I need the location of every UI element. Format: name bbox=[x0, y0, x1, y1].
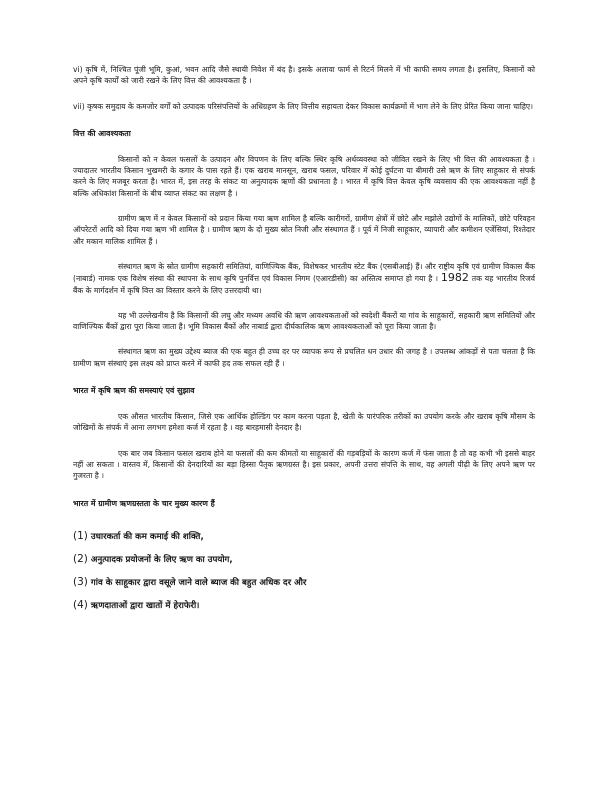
reasons-list bbox=[73, 530, 535, 612]
paragraph-problems-2: एक बार जब किसान फसल खराब होने या फसलों की कम कीमतों या साहूकारों की गड़बड़ियों के कारण कर्ज में फंस जाता है तो वह कभी भी इससे बाहर नहीं आ सकता । वास्तव में, किसानों की देनदारियों का बड़ा हिस्सा पैतृक ऋणग्रस्त है। इस प्रकार, अपनी उत्तरा संपत्ति के साथ, वह अगली पीढ़ी के लिए अपने ऋण पर गुजरता है । bbox=[73, 448, 535, 481]
year-1982: 1982 bbox=[440, 271, 469, 285]
heading-problems: भारत में कृषि ऋण की समस्याएं एवं सुझाव bbox=[73, 386, 195, 396]
list-item-number: (3) bbox=[73, 575, 88, 588]
paragraph-finance-4: यह भी उल्लेखनीय है कि किसानों की लघु और मध्यम अवधि की ऋण आवश्यकताओं को स्वदेशी बैंकरों या गांव के साहूकारों, सहकारी ऋण समितियों और वाणिज्यिक बैंकों द्वारा पूरा किया जाता है। भूमि विकास बैंकों और नाबार्ड द्वारा दीर्घकालिक ऋण आवश्यकताओं को पूरा किया जाता है। bbox=[73, 310, 535, 332]
list-item bbox=[73, 599, 535, 612]
list-item bbox=[73, 576, 535, 589]
paragraph-problems-1: एक औसत भारतीय किसान, जिसे एक आर्थिक होल्डिंग पर काम करना पड़ता है, खेती के पारंपरिक तरीकों का उपयोग करके और खराब कृषि मौसम के जोखिमों के संपर्क में आना लगभग हमेशा कर्ज में रहता है । वह बारहमासी देनदार है। bbox=[73, 412, 535, 433]
heading-finance-need: वित्त की आवश्यकता bbox=[73, 128, 131, 138]
list-item-text: गांव के साहूकार द्वारा वसूले जाने वाले ब्याज की बहुत अधिक दर और bbox=[90, 577, 307, 588]
paragraph-finance-3 bbox=[73, 261, 535, 296]
paragraph-finance-2: ग्रामीण ऋण में न केवल किसानों को प्रदान किया गया ऋण शामिल है बल्कि कारीगरों, ग्रामीण क्षेत्रों में छोटे और मझोले उद्योगों के मालिकों, छोटे परिवहन ऑपरेटरों आदि को दिया गया ऋण भी शामिल है । ग्रामीण ऋण के दो मुख्य स्रोत निजी और संस्थागत हैं । पूर्व में निजी साहूकार, व्यापारी और कमीशन एजेंसियां, रिश्तेदार और मकान मालिक शामिल हैं । bbox=[73, 214, 535, 246]
paragraph-finance-1: किसानों को न केवल फसलों के उत्पादन और विपणन के लिए बल्कि स्थिर कृषि अर्थव्यवस्था को जीवित रखने के लिए भी वित्त की आवश्यकता है । ज्यादातर भारतीय किसान भुखमरी के कगार के पास रहते हैं। एक खराब मानसून, खराब फसल, परिवार में कोई दुर्घटना या बीमारी उसे ऋण के लिए साहूकार से संपर्क करने के लिए मजबूर करता है। भारत में, इस तरह के संकट या अनुत्पादक ऋणों की प्रधानता है । भारत में कृषि वित्त केवल कृषि व्यवसाय की एक आवश्यकता नहीं है बल्कि अधिकांश किसानों के बीच व्याप्त संकट का लक्षण है । bbox=[73, 154, 535, 198]
document-page bbox=[73, 64, 535, 622]
paragraph-vi: vi) कृषि में, निश्चित पूंजी भूमि, कुआं, भवन आदि जैसे स्थायी निवेश में बंद है। इसके अलावा फार्म से रिटर्न मिलने में भी काफी समय लगता है। इसलिए, किसानों को अपने कृषि कार्यों को जारी रखने के लिए वित्त की आवश्यकता है । bbox=[73, 65, 535, 86]
paragraph-vii: vii) कृषक समुदाय के कमजोर वर्गों को उत्पादक परिसंपत्तियों के अधिग्रहण के लिए वित्तीय सहायता देकर विकास कार्यक्रमों में भाग लेने के लिए प्रेरित किया जाना चाहिए। bbox=[73, 101, 533, 111]
list-item-text: उधारकर्ता की कम कमाई की शक्ति, bbox=[90, 531, 204, 542]
paragraph-finance-3-part-a: संस्थागत ऋण के स्रोत ग्रामीण सहकारी समितियां, वाणिज्यिक बैंक, विशेषकर भारतीय स्टेट बैंक (एसबीआई) हैं। और राष्ट्रीय कृषि एवं ग्रामीण विकास बैंक (नाबार्ड) नामक एक विशेष संस्था की स्थापना के साथ कृषि पुनर्वित्त एवं विकास निगम (एआरडीसी) का अस्तित्व समाप्त हो गया है । bbox=[73, 261, 535, 284]
list-item-number: (2) bbox=[73, 552, 88, 565]
list-item bbox=[73, 553, 535, 566]
list-item-number: (4) bbox=[73, 598, 88, 611]
list-item-text: ऋणदाताओं द्वारा खातों में हेराफेरी। bbox=[90, 600, 200, 611]
list-item-number: (1) bbox=[73, 529, 88, 542]
heading-reasons: भारत में ग्रामीण ऋणग्रस्तता के चार मुख्य कारण हैं bbox=[73, 498, 215, 508]
list-item bbox=[73, 530, 535, 543]
paragraph-finance-5: संस्थागत ऋण का मुख्य उद्देश्य ब्याज की एक बहुत ही उच्च दर पर व्यापक रूप से प्रचलित धन उधार की जगह है । उपलब्ध आंकड़ों से पता चलता है कि ग्रामीण ऋण संस्थाएं इस लक्ष्य को प्राप्त करने में काफी हद तक सफल रही हैं । bbox=[73, 347, 535, 368]
list-item-text: अनुत्पादक प्रयोजनों के लिए ऋण का उपयोग, bbox=[90, 554, 233, 565]
paragraph-finance-3-part-b: तक यह भारतीय रिजर्व बैंक के मार्गदर्शन में कृषि वित्त का विस्तार करने के लिए उत्तरदायी था। bbox=[73, 274, 535, 295]
